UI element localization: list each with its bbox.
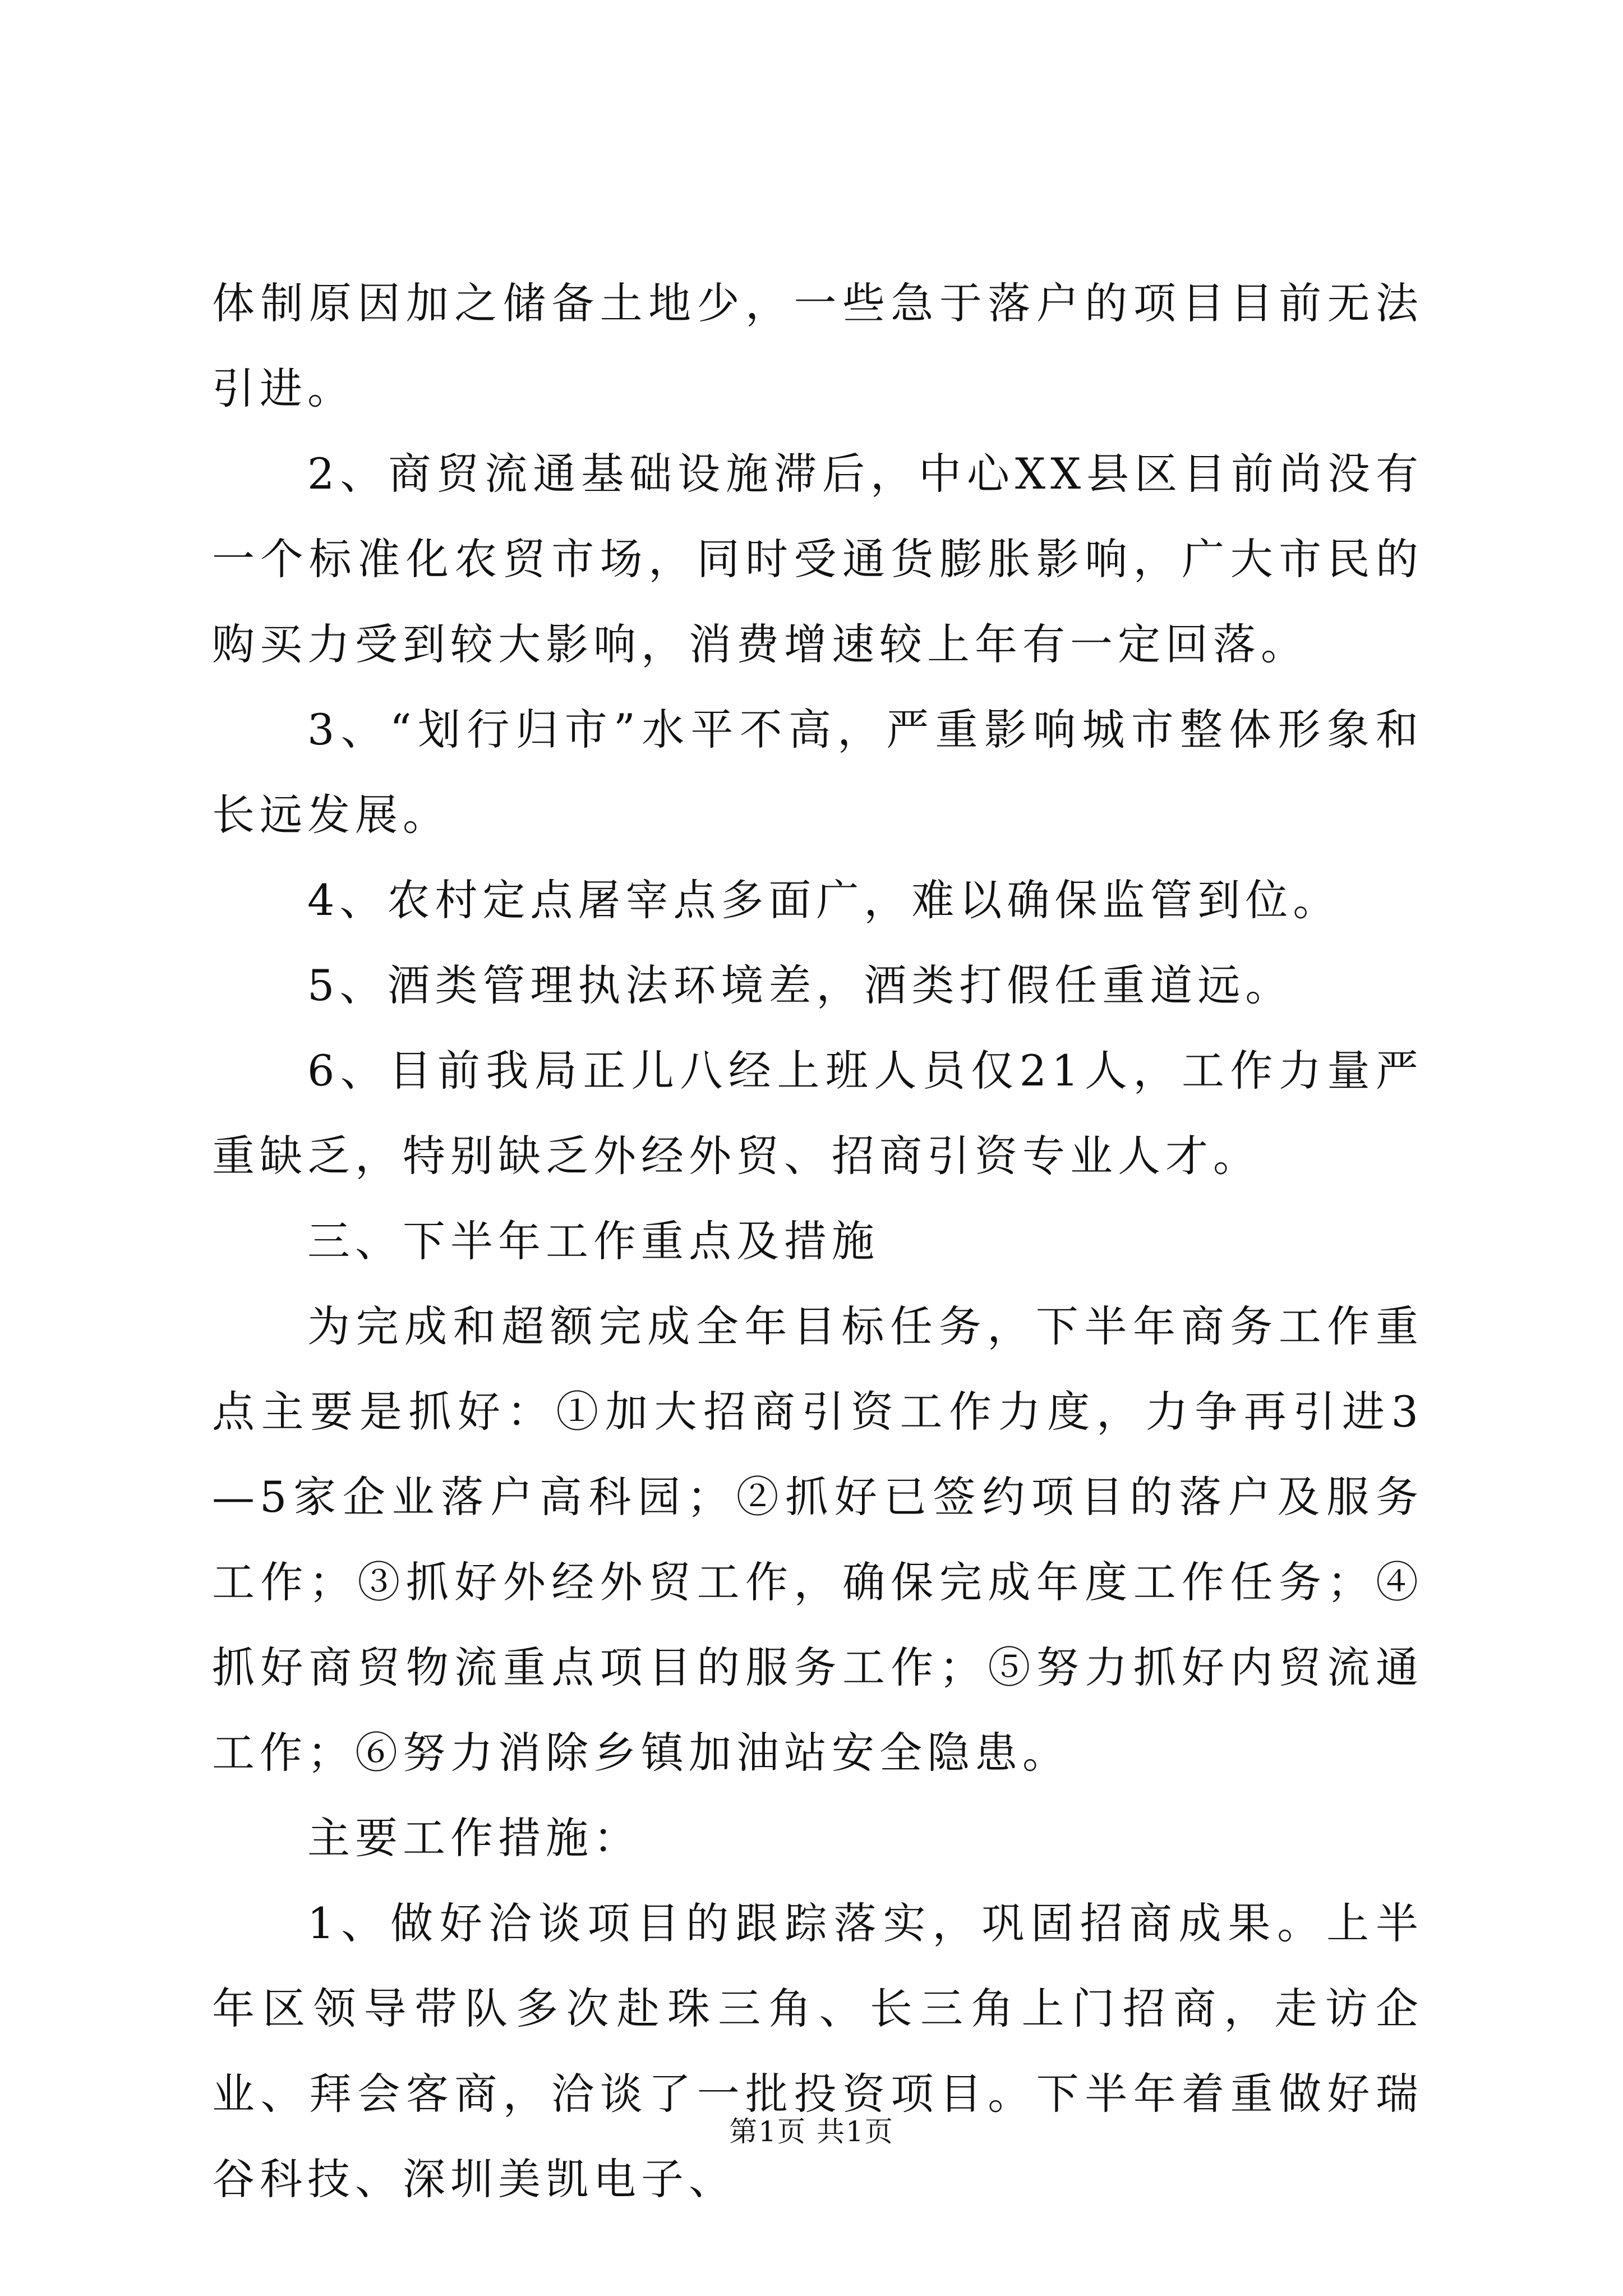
page-footer: 第1页 共1页 [729,2115,894,2148]
subsection-heading: 主要工作措施： [307,1813,641,1863]
paragraph: 体制原因加之储备土地少，一些急于落户的项目目前无法引进。 [212,278,1423,413]
paragraph: 4、农村定点屠宰点多面广，难以确保监管到位。 [307,875,1341,925]
paragraph: 5、酒类管理执法环境差，酒类打假任重道远。 [307,960,1293,1010]
document-body [212,261,1423,2222]
paragraph: 3、“划行归市”水平不高，严重影响城市整体形象和长远发展。 [212,705,1423,840]
section-heading: 三、下半年工作重点及措施 [307,1216,879,1266]
paragraph: 为完成和超额完成全年目标任务，下半年商务工作重点主要是抓好：①加大招商引资工作力度，力争再引进3—5家企业落户高科园；②抓好已签约项目的落户及服务工作；③抓好外经外贸工作，确保完成年度工作任务；④抓好商贸物流重点项目的服务工作；⑤努力抓好内贸流通工作；⑥努力消除乡镇加油站安全隐患。 [212,1301,1423,1778]
paragraph: 6、目前我局正儿八经上班人员仅21人，工作力量严重缺乏，特别缺乏外经外贸、招商引资专业人才。 [212,1046,1423,1181]
paragraph: 1、做好洽谈项目的跟踪落实，巩固招商成果。上半年区领导带队多次赴珠三角、长三角上门招商，走访企业、拜会客商，洽谈了一批投资项目。下半年着重做好瑞谷科技、深圳美凯电子、 [212,1898,1423,2204]
paragraph: 2、商贸流通基础设施滞后，中心XX县区目前尚没有一个标准化农贸市场，同时受通货膨胀影响，广大市民的购买力受到较大影响，消费增速较上年有一定回落。 [212,449,1423,669]
